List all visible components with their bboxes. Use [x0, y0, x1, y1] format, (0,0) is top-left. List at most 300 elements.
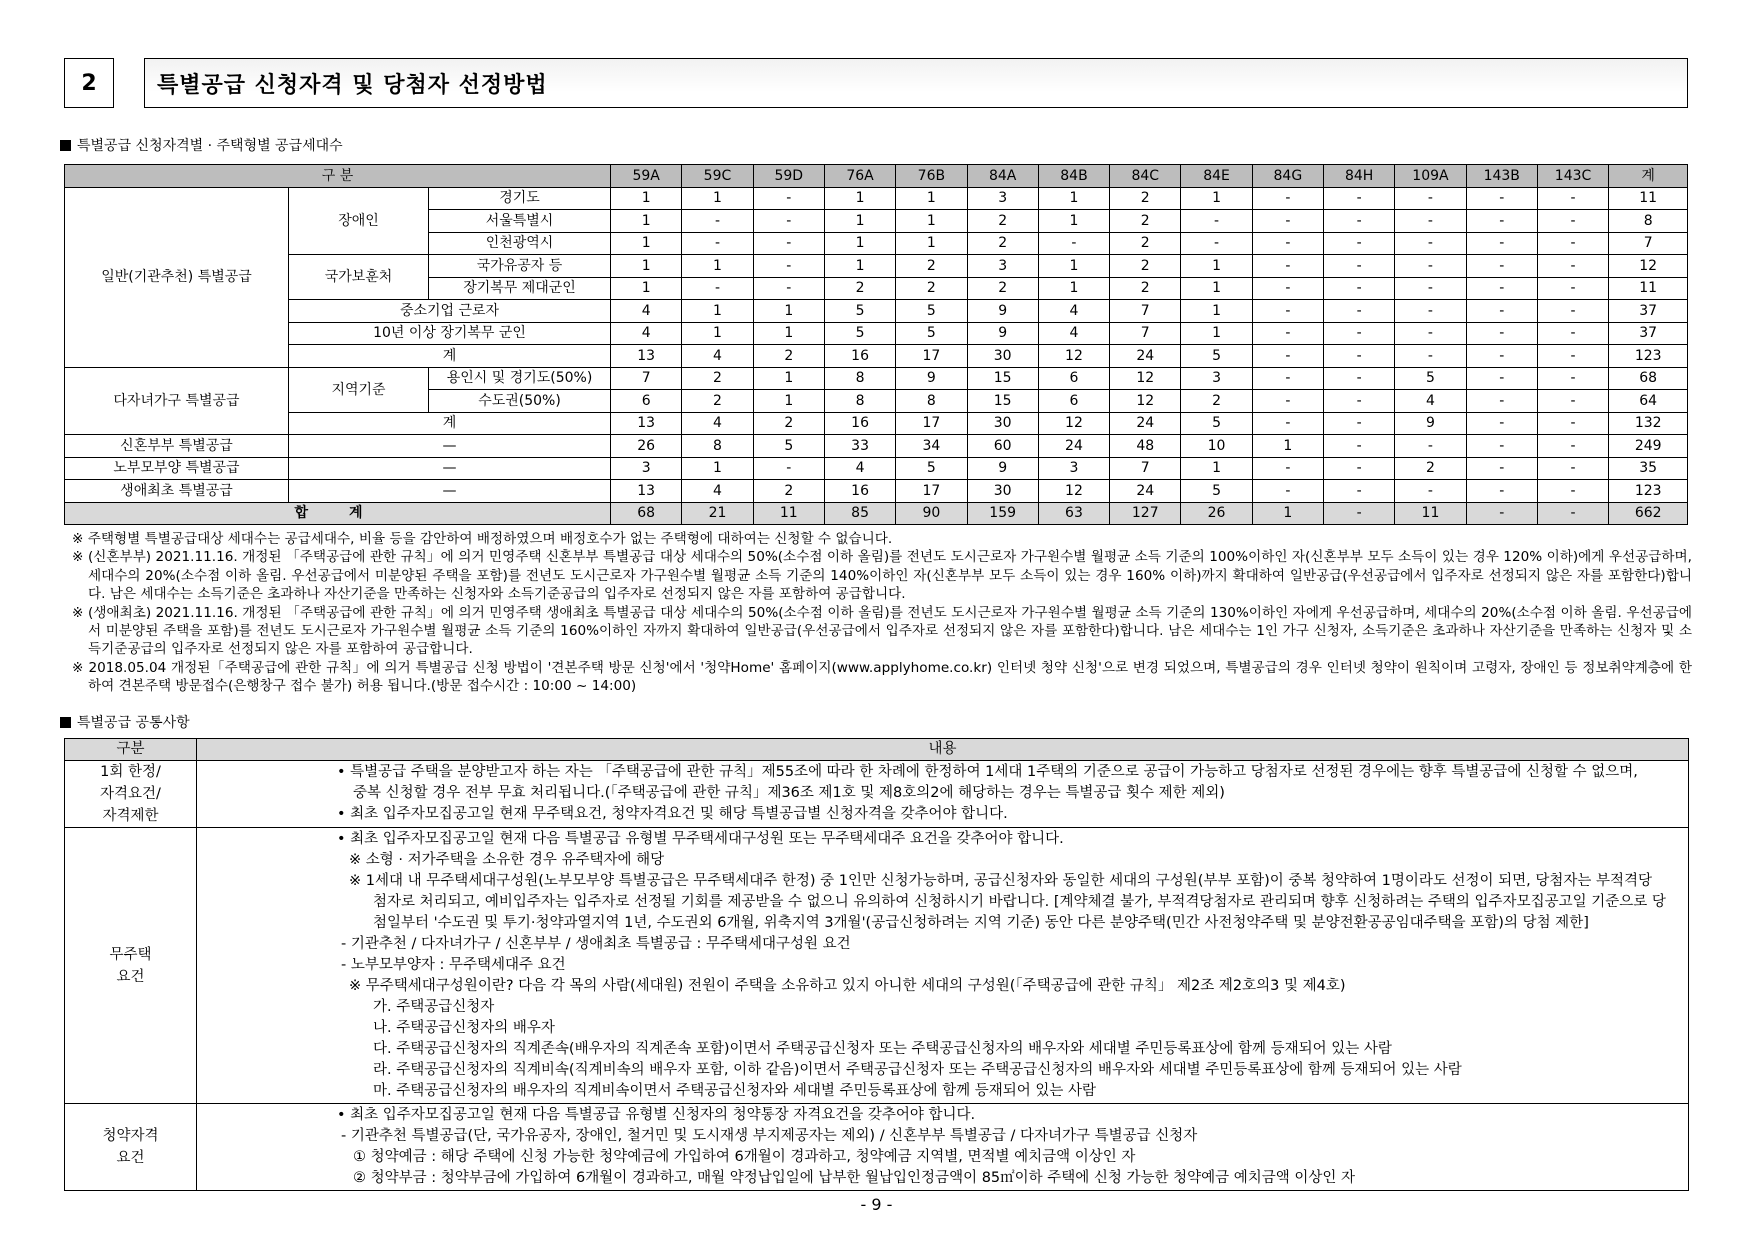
value-cell: 1 [1038, 187, 1109, 210]
value-cell: 2 [967, 210, 1038, 233]
value-cell: 37 [1609, 322, 1688, 345]
table-row [65, 322, 1688, 345]
value-cell: 9 [967, 457, 1038, 480]
value-cell: - [1252, 255, 1323, 278]
header-type: 84H [1324, 165, 1395, 188]
value-cell: 7 [1110, 457, 1181, 480]
value-cell: - [1324, 210, 1395, 233]
value-cell: 5 [896, 457, 967, 480]
header-label: 구 분 [65, 165, 611, 188]
value-cell: - [1537, 255, 1608, 278]
value-cell: 7 [1110, 300, 1181, 323]
value-cell: 11 [1395, 502, 1466, 525]
value-cell: 9 [896, 367, 967, 390]
value-cell: 5 [1395, 367, 1466, 390]
value-cell: 1 [1038, 255, 1109, 278]
value-cell: - [1324, 187, 1395, 210]
value-cell: - [1466, 412, 1537, 435]
value-cell: - [1252, 300, 1323, 323]
value-cell: 8 [896, 390, 967, 413]
value-cell: - [1395, 210, 1466, 233]
table-row [65, 457, 1688, 480]
value-cell: - [1252, 232, 1323, 255]
value-cell: 8 [824, 390, 895, 413]
sub-region-label: 지역기준 [289, 367, 429, 412]
value-cell: - [1395, 187, 1466, 210]
header-type: 59A [611, 165, 682, 188]
value-cell: 2 [1110, 187, 1181, 210]
section-number: 2 [64, 58, 114, 108]
value-cell: 1 [753, 300, 824, 323]
value-cell: - [1324, 255, 1395, 278]
value-cell: - [1324, 277, 1395, 300]
value-cell: - [1537, 435, 1608, 458]
group-multi-label: 다자녀가구 특별공급 [65, 367, 289, 435]
header-type: 84A [967, 165, 1038, 188]
value-cell: 8 [824, 367, 895, 390]
header-type: 59D [753, 165, 824, 188]
value-cell: - [1324, 300, 1395, 323]
header-type: 84C [1110, 165, 1181, 188]
table-row [65, 761, 1689, 828]
header-type: 84E [1181, 165, 1252, 188]
value-cell: - [1395, 255, 1466, 278]
value-cell: 17 [896, 412, 967, 435]
dash-cell: — [289, 435, 611, 458]
value-cell: 1 [1038, 277, 1109, 300]
value-cell: 13 [611, 412, 682, 435]
value-cell: 16 [824, 480, 895, 503]
value-cell: - [1324, 232, 1395, 255]
value-cell: - [1466, 187, 1537, 210]
value-cell: - [1252, 210, 1323, 233]
value-cell: - [1466, 345, 1537, 368]
value-cell: 30 [967, 412, 1038, 435]
value-cell: 37 [1609, 300, 1688, 323]
common-table [64, 738, 1689, 1191]
value-cell: 1 [896, 210, 967, 233]
value-cell: 24 [1038, 435, 1109, 458]
square-bullet-icon [60, 717, 71, 728]
value-cell: 1 [1252, 502, 1323, 525]
value-cell: 48 [1110, 435, 1181, 458]
value-cell: 4 [824, 457, 895, 480]
value-cell: 1 [753, 367, 824, 390]
value-cell: 12 [1110, 367, 1181, 390]
value-cell: 5 [824, 300, 895, 323]
square-bullet-icon [60, 140, 71, 151]
value-cell: - [753, 457, 824, 480]
value-cell: 1 [611, 210, 682, 233]
value-cell: 1 [1038, 210, 1109, 233]
value-cell: 3 [1181, 367, 1252, 390]
table-row [65, 345, 1688, 368]
value-cell: - [1466, 255, 1537, 278]
value-cell: 30 [967, 480, 1038, 503]
value-cell: - [1466, 390, 1537, 413]
value-cell: 1 [1181, 277, 1252, 300]
header-type: 76A [824, 165, 895, 188]
value-cell: 1 [1181, 187, 1252, 210]
value-cell: 7 [1609, 232, 1688, 255]
value-cell: 15 [967, 367, 1038, 390]
sub-veteran-label: 국가보훈처 [289, 255, 429, 300]
value-cell: 17 [896, 345, 967, 368]
value-cell: 132 [1609, 412, 1688, 435]
value-cell: 1 [1181, 457, 1252, 480]
value-cell: 9 [967, 322, 1038, 345]
table-total-row [65, 502, 1688, 525]
value-cell: 1 [1181, 322, 1252, 345]
value-cell: - [1324, 412, 1395, 435]
value-cell: 6 [611, 390, 682, 413]
value-cell: 63 [1038, 502, 1109, 525]
value-cell: 2 [1181, 390, 1252, 413]
value-cell: 2 [1110, 210, 1181, 233]
value-cell: - [1537, 232, 1608, 255]
value-cell: 4 [1395, 390, 1466, 413]
value-cell: - [753, 277, 824, 300]
row-label: 계 [289, 412, 611, 435]
value-cell: 1 [896, 232, 967, 255]
value-cell: - [682, 210, 753, 233]
row-label: 무주택 요건 [65, 828, 197, 1104]
table-row [65, 480, 1688, 503]
header-type: 143B [1466, 165, 1537, 188]
value-cell: 662 [1609, 502, 1688, 525]
row-label: 수도권(50%) [429, 390, 611, 413]
row-label: 청약자격 요건 [65, 1104, 197, 1191]
value-cell: 6 [1038, 367, 1109, 390]
row-label: 경기도 [429, 187, 611, 210]
table-header-row [65, 165, 1688, 188]
value-cell: 5 [1181, 345, 1252, 368]
table-row [65, 1104, 1689, 1191]
value-cell: - [1252, 412, 1323, 435]
value-cell: - [1466, 480, 1537, 503]
value-cell: - [1466, 502, 1537, 525]
value-cell: 4 [682, 345, 753, 368]
value-cell: 1 [753, 390, 824, 413]
value-cell: 1 [896, 187, 967, 210]
row-label: 인천광역시 [429, 232, 611, 255]
value-cell: 1 [1181, 300, 1252, 323]
value-cell: 3 [967, 187, 1038, 210]
table-row [65, 435, 1688, 458]
value-cell: 60 [967, 435, 1038, 458]
value-cell: 35 [1609, 457, 1688, 480]
row-label: 1회 한정/ 자격요건/ 자격제한 [65, 761, 197, 828]
value-cell: 249 [1609, 435, 1688, 458]
value-cell: - [1537, 390, 1608, 413]
value-cell: - [1395, 345, 1466, 368]
value-cell: 13 [611, 480, 682, 503]
value-cell: - [1252, 345, 1323, 368]
value-cell: 5 [1181, 412, 1252, 435]
value-cell: 4 [611, 322, 682, 345]
value-cell: 10 [1181, 435, 1252, 458]
value-cell: 12 [1038, 480, 1109, 503]
value-cell: 26 [1181, 502, 1252, 525]
value-cell: 8 [1609, 210, 1688, 233]
value-cell: 1 [611, 277, 682, 300]
value-cell: - [682, 277, 753, 300]
value-cell: 1 [824, 187, 895, 210]
value-cell: 6 [1038, 390, 1109, 413]
value-cell: - [1537, 187, 1608, 210]
value-cell: 2 [1110, 232, 1181, 255]
value-cell: - [1395, 300, 1466, 323]
value-cell: - [682, 232, 753, 255]
value-cell: - [753, 210, 824, 233]
row-label: 중소기업 근로자 [289, 300, 611, 323]
value-cell: 4 [682, 412, 753, 435]
value-cell: - [753, 232, 824, 255]
table-row [65, 187, 1688, 210]
header-col2: 내용 [197, 739, 1689, 761]
value-cell: 24 [1110, 412, 1181, 435]
value-cell: 4 [611, 300, 682, 323]
value-cell: 11 [1609, 277, 1688, 300]
value-cell: 2 [896, 255, 967, 278]
row-label: 계 [289, 345, 611, 368]
value-cell: - [1252, 390, 1323, 413]
value-cell: 4 [1038, 300, 1109, 323]
value-cell: - [1537, 502, 1608, 525]
header-type: 143C [1537, 165, 1608, 188]
value-cell: - [1324, 367, 1395, 390]
value-cell: 9 [1395, 412, 1466, 435]
value-cell: 1 [1181, 255, 1252, 278]
value-cell: 34 [896, 435, 967, 458]
value-cell: - [1395, 480, 1466, 503]
value-cell: 2 [753, 412, 824, 435]
value-cell: - [1252, 187, 1323, 210]
footnote: ※ (생애최초) 2021.11.16. 개정된 「주택공급에 관한 규칙」에 의거 민영주택 생애최초 특별공급 대상 세대수의 50%(소수점 이하 올림)를 전년도 도시근로자 가구원수별 월평균 소득 기준의 130%이하인 자에게 우선공급하며, 세대수의 20%(소수점 이하 올림. 우선공급에서 미분양된 주택을 포함)를 전년도 도시근로자 가구원수별 월평균 소득 기준의 160%이하인 자까지 확대하여 일반공급(우선공급에서 입주자로 선정되지 않은 자를 포함한다)합니다. 남은 세대수는 1인 가구 신청자, 소득기준은 초과하나 자산기준을 만족하는 신청자 및 소득기준공급의 입주자로 선정되지 않은 자를 포함하여 공급합니다. [72, 604, 1692, 658]
value-cell: 16 [824, 412, 895, 435]
header-col1: 구분 [65, 739, 197, 761]
row-label: 서울특별시 [429, 210, 611, 233]
dash-cell: — [289, 480, 611, 503]
value-cell: 64 [1609, 390, 1688, 413]
value-cell: 12 [1609, 255, 1688, 278]
value-cell: 123 [1609, 345, 1688, 368]
value-cell: 127 [1110, 502, 1181, 525]
value-cell: 4 [1038, 322, 1109, 345]
table-header-row [65, 739, 1689, 761]
value-cell: - [1252, 367, 1323, 390]
value-cell: - [1395, 322, 1466, 345]
subhead-common-text: 특별공급 공통사항 [77, 715, 190, 731]
value-cell: - [1324, 322, 1395, 345]
value-cell: 3 [611, 457, 682, 480]
footnote: ※ 주택형별 특별공급대상 세대수는 공급세대수, 비율 등을 감안하여 배정하였으며 배정호수가 없는 주택형에 대하여는 신청할 수 없습니다. [72, 531, 893, 547]
row-label: 생애최초 특별공급 [65, 480, 289, 503]
value-cell: 2 [1110, 255, 1181, 278]
value-cell: - [1466, 277, 1537, 300]
footnote: ※ (신혼부부) 2021.11.16. 개정된 「주택공급에 관한 규칙」에 의거 민영주택 신혼부부 특별공급 대상 세대수의 50%(소수점 이하 올림)를 전년도 도시근로자 가구원수별 월평균 소득 기준의 100%이하인 자(신혼부부 모두 소득이 있는 경우 120% 이하)에게 우선공급하며, 세대수의 20%(소수점 이하 올림. 우선공급에서 미분양된 주택을 포함)를 전년도 도시근로자 가구원수별 월평균 소득 기준의 140%이하인 자(신혼부부 모두 소득이 있는 경우 160% 이하)까지 확대하여 일반공급(우선공급에서 입주자로 선정되지 않은 자를 포함한다)합니다. 남은 세대수는 소득기준은 초과하나 자산기준을 만족하는 신청자와 소득기준공급의 입주자로 선정되지 않은 자를 포함하여 공급합니다. [72, 549, 1693, 603]
value-cell: 1 [753, 322, 824, 345]
row-label: 신혼부부 특별공급 [65, 435, 289, 458]
value-cell: 1 [682, 457, 753, 480]
value-cell: 1 [824, 255, 895, 278]
value-cell: 1 [1252, 435, 1323, 458]
value-cell: 26 [611, 435, 682, 458]
table-row [65, 412, 1688, 435]
value-cell: 2 [967, 232, 1038, 255]
value-cell: 1 [611, 232, 682, 255]
value-cell: 1 [611, 255, 682, 278]
subhead-common [60, 712, 190, 732]
value-cell: 11 [753, 502, 824, 525]
value-cell: 3 [1038, 457, 1109, 480]
value-cell: - [753, 187, 824, 210]
value-cell: - [1466, 300, 1537, 323]
value-cell: 12 [1110, 390, 1181, 413]
section-header [64, 58, 1688, 108]
value-cell: 1 [611, 187, 682, 210]
value-cell: 2 [753, 345, 824, 368]
subhead-supply [60, 135, 343, 155]
value-cell: - [1252, 277, 1323, 300]
value-cell: 90 [896, 502, 967, 525]
value-cell: - [1395, 232, 1466, 255]
value-cell: - [1252, 480, 1323, 503]
value-cell: 4 [682, 480, 753, 503]
value-cell: - [1537, 210, 1608, 233]
value-cell: 11 [1609, 187, 1688, 210]
row-content: • 최초 입주자모집공고일 현재 다음 특별공급 유형별 신청자의 청약통장 자격요건을 갖추어야 합니다. - 기관추천 특별공급(단, 국가유공자, 장애인, 철거민 및 도시재생 부지제공자는 제외) / 신혼부부 특별공급 / 다자녀가구 특별공급 신청자 ① 청약예금 : 해당 주택에 신청 가능한 청약예금에 가입하여 6개월이 경과하고, 청약예금 지역별, 면적별 예치금액 이상인 자 ② 청약부금 : 청약부금에 가입하여 6개월이 경과하고, 매월 약정납입일에 납부한 월납입인정금액이 85㎡이하 주택에 신청 가능한 청약예금 예치금액 이상인 자 [197, 1104, 1689, 1191]
value-cell: - [1537, 300, 1608, 323]
row-label: 합 계 [65, 502, 611, 525]
value-cell: 33 [824, 435, 895, 458]
value-cell: - [1537, 345, 1608, 368]
value-cell: 7 [1110, 322, 1181, 345]
value-cell: - [1537, 412, 1608, 435]
value-cell: 123 [1609, 480, 1688, 503]
value-cell: 159 [967, 502, 1038, 525]
value-cell: 68 [1609, 367, 1688, 390]
header-type: 59C [682, 165, 753, 188]
value-cell: - [1537, 367, 1608, 390]
value-cell: - [1395, 435, 1466, 458]
footnote: ※ 2018.05.04 개정된「주택공급에 관한 규칙」에 의거 특별공급 신청 방법이 '견본주택 방문 신청'에서 '청약Home' 홈페이지(www.applyhome.co.kr) 인터넷 청약 신청'으로 변경 되었으며, 특별공급의 경우 인터넷 청약이 원칙이며 고령자, 장애인 등 정보취약계층에 한하여 견본주택 방문접수(은행창구 접수 불가) 허용 됩니다.(방문 접수시간 : 10:00 ~ 14:00) [72, 659, 1692, 695]
page-number: - 9 - [860, 1195, 893, 1214]
value-cell: - [1466, 232, 1537, 255]
value-cell: 2 [1110, 277, 1181, 300]
value-cell: 16 [824, 345, 895, 368]
header-total: 계 [1609, 165, 1688, 188]
value-cell: 2 [753, 480, 824, 503]
value-cell: - [1537, 322, 1608, 345]
value-cell: - [1038, 232, 1109, 255]
value-cell: 3 [967, 255, 1038, 278]
value-cell: - [1324, 502, 1395, 525]
value-cell: 17 [896, 480, 967, 503]
value-cell: - [1324, 390, 1395, 413]
value-cell: - [1466, 322, 1537, 345]
value-cell: 13 [611, 345, 682, 368]
value-cell: 68 [611, 502, 682, 525]
value-cell: 8 [682, 435, 753, 458]
value-cell: - [1324, 480, 1395, 503]
value-cell: 24 [1110, 345, 1181, 368]
value-cell: - [1181, 210, 1252, 233]
header-type: 76B [896, 165, 967, 188]
value-cell: 7 [611, 367, 682, 390]
value-cell: 1 [682, 255, 753, 278]
row-label: 10년 이상 장기복무 군인 [289, 322, 611, 345]
value-cell: - [1537, 480, 1608, 503]
value-cell: 1 [682, 322, 753, 345]
value-cell: - [1252, 322, 1323, 345]
value-cell: 2 [682, 390, 753, 413]
value-cell: 15 [967, 390, 1038, 413]
value-cell: - [1466, 457, 1537, 480]
sub-disabled-label: 장애인 [289, 187, 429, 255]
value-cell: 12 [1038, 412, 1109, 435]
supply-table [64, 164, 1688, 525]
table-row [65, 367, 1688, 390]
value-cell: 30 [967, 345, 1038, 368]
value-cell: - [753, 255, 824, 278]
row-label: 국가유공자 등 [429, 255, 611, 278]
value-cell: - [1324, 457, 1395, 480]
table-row [65, 255, 1688, 278]
footnotes [72, 530, 1692, 696]
value-cell: 5 [896, 322, 967, 345]
value-cell: 5 [824, 322, 895, 345]
value-cell: - [1395, 277, 1466, 300]
value-cell: - [1324, 435, 1395, 458]
value-cell: 1 [824, 232, 895, 255]
value-cell: 5 [896, 300, 967, 323]
header-type: 109A [1395, 165, 1466, 188]
value-cell: 2 [682, 367, 753, 390]
value-cell: 2 [967, 277, 1038, 300]
value-cell: 9 [967, 300, 1038, 323]
value-cell: 21 [682, 502, 753, 525]
value-cell: - [1466, 435, 1537, 458]
header-type: 84G [1252, 165, 1323, 188]
value-cell: 24 [1110, 480, 1181, 503]
value-cell: 2 [896, 277, 967, 300]
value-cell: 12 [1038, 345, 1109, 368]
value-cell: 2 [824, 277, 895, 300]
value-cell: - [1466, 210, 1537, 233]
row-content: • 특별공급 주택을 분양받고자 하는 자는 「주택공급에 관한 규칙」제55조에 따라 한 차례에 한정하여 1세대 1주택의 기준으로 공급이 가능하고 당첨자로 선정된 경우에는 향후 특별공급에 신청할 수 없으며, 중복 신청할 경우 전부 무효 처리됩니다.(「주택공급에 관한 규칙」제36조 제1호 및 제8호의2에 해당하는 경우는 특별공급 횟수 제한 제외) • 최초 입주자모집공고일 현재 무주택요건, 청약자격요건 및 해당 특별공급별 신청자격을 갖추어야 합니다. [197, 761, 1689, 828]
value-cell: - [1252, 457, 1323, 480]
dash-cell: — [289, 457, 611, 480]
table-row [65, 828, 1689, 1104]
subhead-supply-text: 특별공급 신청자격별 · 주택형별 공급세대수 [77, 138, 343, 154]
section-title: 특별공급 신청자격 및 당첨자 선정방법 [144, 58, 1688, 108]
value-cell: - [1181, 232, 1252, 255]
value-cell: 5 [753, 435, 824, 458]
row-label: 용인시 및 경기도(50%) [429, 367, 611, 390]
value-cell: - [1466, 367, 1537, 390]
value-cell: 1 [824, 210, 895, 233]
value-cell: 1 [682, 300, 753, 323]
value-cell: - [1537, 277, 1608, 300]
value-cell: - [1324, 345, 1395, 368]
value-cell: 1 [682, 187, 753, 210]
row-content: • 최초 입주자모집공고일 현재 다음 특별공급 유형별 무주택세대구성원 또는 무주택세대주 요건을 갖추어야 합니다. ※ 소형 · 저가주택을 소유한 경우 유주택자에 해당 ※ 1세대 내 무주택세대구성원(노부모부양 특별공급은 무주택세대주 한정) 중 1인만 신청가능하며, 공급신청자와 동일한 세대의 구성원(부부 포함)이 중복 청약하여 1명이라도 선정이 되면, 당첨자는 부적격당 첨자로 처리되고, 예비입주자는 입주자로 선정될 기회를 제공받을 수 없으니 유의하여 신청하시기 바랍니다. [계약체결 불가, 부적격당첨자로 관리되며 향후 신청하려는 주택의 입주자모집공고일 기준으로 당 첨일부터 '수도권 및 투기·청약과열지역 1년, 수도권외 6개월, 위축지역 3개월'(공급신청하려는 지역 기준) 동안 다른 분양주택(민간 사전청약주택 및 분양전환공공임대주택을 포함)의 당첨 제한] - 기관추천 / 다자녀가구 / 신혼부부 / 생애최초 특별공급 : 무주택세대구성원 요건 - 노부모부양자 : 무주택세대주 요건 ※ 무주택세대구성원이란? 다음 각 목의 사람(세대원) 전원이 주택을 소유하고 있지 아니한 세대의 구성원(「주택공급에 관한 규칙」 제2조 제2호의3 및 제4호) 가. 주택공급신청자 나. 주택공급신청자의 배우자 다. 주택공급신청자의 직계존속(배우자의 직계존속 포함)이면서 주택공급신청자 또는 주택공급신청자의 배우자와 세대별 주민등록표상에 함께 등재되어 있는 사람 라. 주택공급신청자의 직계비속(직계비속의 배우자 포함, 이하 같음)이면서 주택공급신청자 또는 주택공급신청자의 배우자와 세대별 주민등록표상에 함께 등재되어 있는 사람 마. 주택공급신청자의 배우자의 직계비속이면서 주택공급신청자와 세대별 주민등록표상에 함께 등재되어 있는 사람 [197, 828, 1689, 1104]
header-type: 84B [1038, 165, 1109, 188]
table-row [65, 300, 1688, 323]
value-cell: 2 [1395, 457, 1466, 480]
value-cell: - [1537, 457, 1608, 480]
